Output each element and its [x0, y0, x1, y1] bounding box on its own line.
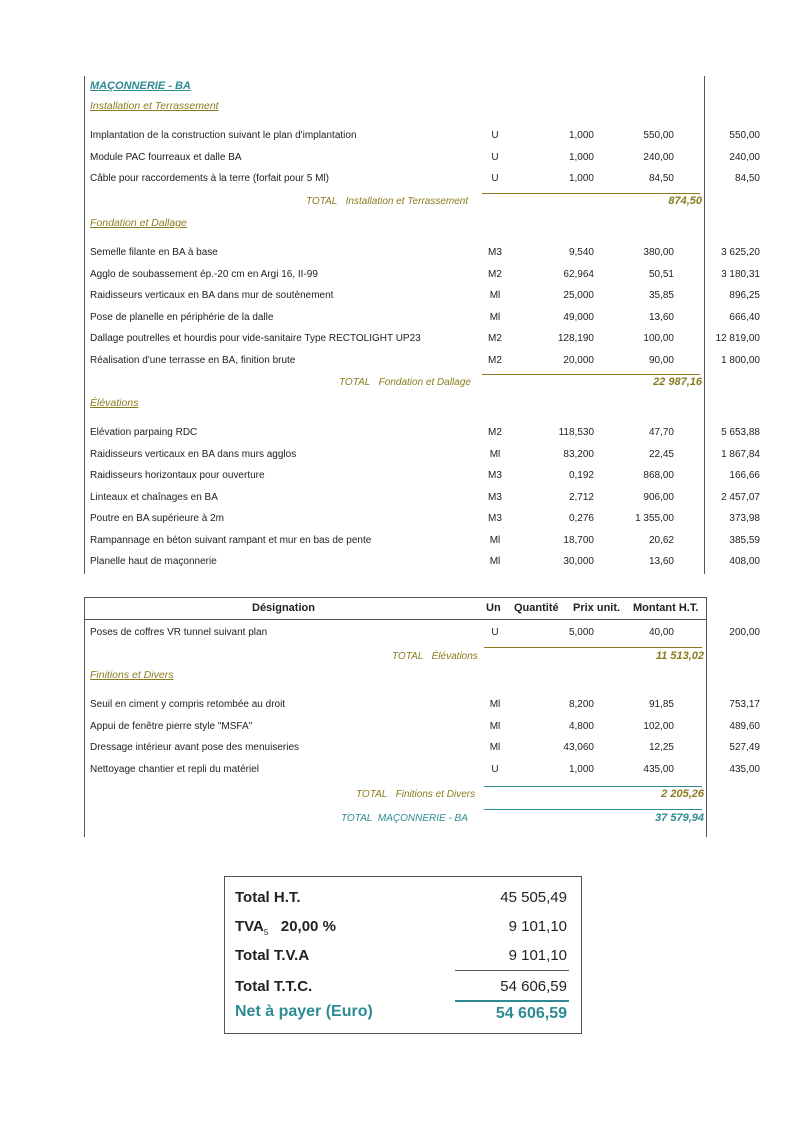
line-item-quantity: 30,000: [563, 556, 594, 567]
line-item-unit-price: 380,00: [643, 247, 674, 258]
line-item-amount: 753,17: [729, 699, 760, 710]
line-item-unit: M2: [488, 333, 502, 344]
line-item-unit: Ml: [489, 534, 501, 546]
line-item-amount: 373,98: [729, 513, 760, 524]
line-item-unit: Ml: [489, 699, 501, 710]
line-item-amount: 2 457,07: [721, 491, 760, 503]
line-item-row: [84, 716, 760, 737]
totals-summary-box: [224, 876, 582, 1034]
line-item-quantity: 1,000: [568, 173, 594, 184]
line-item-label: Planelle haut de maçonnerie: [90, 556, 217, 567]
line-item-unit-price: 22,45: [648, 448, 674, 460]
section-total-amount: 2 205,26: [661, 788, 704, 800]
line-item-unit: Ml: [489, 290, 501, 301]
line-item-unit: M2: [488, 268, 502, 280]
line-item-quantity: 4,800: [568, 720, 594, 732]
line-item-row: [84, 350, 760, 371]
line-item-unit: U: [491, 763, 499, 775]
section-title-installation: Installation et Terrassement: [90, 100, 219, 112]
line-item-label: Linteaux et chaînages en BA: [90, 491, 218, 503]
tva-subscript: 5: [263, 928, 269, 937]
column-header-unit-price: Prix unit.: [573, 602, 621, 614]
section-total-amount: 11 513,02: [655, 650, 704, 662]
section-total-amount: 874,50: [668, 195, 702, 207]
chapter-title: MAÇONNERIE - BA: [90, 80, 191, 92]
line-item-unit: U: [491, 173, 499, 184]
line-item-unit: Ml: [489, 448, 501, 460]
line-item-quantity: 2,712: [568, 491, 594, 503]
line-item-amount: 527,49: [729, 742, 760, 753]
line-item-unit-price: 13,60: [648, 311, 674, 323]
line-item-amount: 550,00: [729, 130, 760, 141]
section-total-label: TOTAL Élévations: [392, 651, 478, 662]
line-item-row: [84, 125, 760, 146]
section-total-amount: 22 987,16: [653, 376, 702, 388]
line-item-unit: M3: [488, 513, 502, 524]
line-item-unit-price: 868,00: [643, 470, 674, 481]
line-item-unit: M2: [488, 427, 502, 438]
line-item-label: Poutre en BA supérieure à 2m: [90, 513, 224, 524]
line-item-row: [84, 285, 760, 306]
line-item-amount: 1 867,84: [721, 448, 760, 460]
line-item-label: Raidisseurs horizontaux pour ouverture: [90, 470, 265, 481]
line-item-unit: U: [491, 130, 499, 141]
line-item-amount: 3 625,20: [721, 247, 760, 258]
section-title-finitions: Finitions et Divers: [90, 669, 174, 681]
line-item-unit-price: 435,00: [643, 763, 674, 775]
line-item-amount: 435,00: [729, 763, 760, 775]
line-item-unit-price: 240,00: [643, 151, 674, 163]
line-item-amount: 240,00: [729, 151, 760, 163]
net-to-pay-value: 54 606,59: [495, 1005, 567, 1022]
line-item-quantity: 49,000: [563, 311, 594, 323]
grand-total-label: TOTAL MAÇONNERIE - BA: [341, 813, 468, 824]
line-item-unit: M2: [488, 354, 502, 366]
line-item-quantity: 5,000: [568, 627, 594, 638]
line-item-label: Agglo de soubassement ép.-20 cm en Argi 16, II-99: [90, 268, 318, 280]
line-item-amount: 84,50: [734, 173, 760, 184]
line-item-row: [84, 328, 760, 349]
estimate-sheet-2: [84, 597, 760, 837]
line-item-row: [84, 487, 760, 508]
line-item-amount: 896,25: [729, 290, 760, 301]
line-item-amount: 489,60: [729, 720, 760, 732]
section-total-label: TOTAL Fondation et Dallage: [339, 377, 471, 388]
line-item-amount: 408,00: [729, 556, 760, 567]
total-ht-value: 45 505,49: [500, 889, 567, 906]
section-title-elevations: Élévations: [90, 397, 139, 409]
line-item-unit: Ml: [489, 742, 501, 753]
line-item-row: [84, 242, 760, 263]
line-item-label: Elévation parpaing RDC: [90, 427, 198, 438]
line-item-quantity: 0,192: [568, 470, 594, 481]
line-item-amount: 385,59: [729, 534, 760, 546]
line-item-unit-price: 100,00: [643, 333, 674, 344]
total-ttc-value: 54 606,59: [500, 978, 567, 995]
line-item-label: Dressage intérieur avant pose des menuiseries: [90, 742, 299, 753]
line-item-row: [84, 759, 760, 780]
section-title-fondation: Fondation et Dallage: [90, 217, 187, 229]
line-item-row: [84, 147, 760, 168]
section-total-label: TOTAL Finitions et Divers: [356, 789, 476, 800]
line-item-label: Semelle filante en BA à base: [90, 247, 218, 258]
line-item-unit: M3: [488, 247, 502, 258]
line-item-label: Poses de coffres VR tunnel suivant plan: [90, 627, 268, 638]
summary-separator: [455, 970, 569, 971]
line-item-row: [84, 168, 760, 189]
total-separator: [482, 374, 700, 375]
total-separator: [482, 193, 700, 194]
line-item-row: [84, 307, 760, 328]
line-item-quantity: 118,530: [558, 427, 594, 438]
line-item-label: Implantation de la construction suivant le plan d'implantation: [90, 130, 357, 141]
header-bottom-border: [84, 619, 707, 620]
total-tva-label: Total T.V.A: [235, 947, 310, 964]
estimate-sheet-1: [84, 76, 760, 574]
column-header-unit: Un: [486, 602, 501, 614]
tva-value: 9 101,10: [508, 918, 567, 935]
line-item-unit: Ml: [489, 720, 501, 732]
line-item-row: [84, 264, 760, 285]
total-separator: [484, 647, 702, 648]
line-item-unit: U: [491, 151, 499, 163]
line-item-row: [84, 530, 760, 551]
line-item-label: Câble pour raccordements à la terre (forfait pour 5 Ml): [90, 173, 329, 184]
line-item-row: [84, 508, 760, 529]
column-header-quantity: Quantité: [514, 602, 559, 614]
net-to-pay-label: Net à payer (Euro): [235, 1003, 373, 1020]
line-item-unit-price: 20,62: [648, 534, 674, 546]
total-ht-label: Total H.T.: [235, 889, 301, 906]
line-item-label: Dallage poutrelles et hourdis pour vide-sanitaire Type RECTOLIGHT UP23: [90, 333, 421, 344]
line-item-label: Module PAC fourreaux et dalle BA: [90, 151, 242, 163]
net-separator: [455, 1000, 569, 1002]
line-item-unit: U: [491, 627, 499, 638]
line-item-quantity: 20,000: [563, 354, 594, 366]
column-header-amount: Montant H.T.: [633, 602, 699, 614]
line-item-label: Pose de planelle en périphérie de la dalle: [90, 311, 274, 323]
total-ttc-label: Total T.T.C.: [235, 978, 313, 995]
line-item-row: [84, 551, 760, 572]
column-header-designation: Désignation: [252, 602, 315, 614]
line-item-quantity: 1,000: [568, 151, 594, 163]
line-item-quantity: 128,190: [557, 333, 594, 344]
line-item-unit: M3: [488, 491, 502, 503]
line-item-label: Appui de fenêtre pierre style "MSFA": [90, 720, 253, 732]
line-item-quantity: 18,700: [563, 534, 594, 546]
line-item-row: [84, 622, 760, 643]
line-item-label: Seuil en ciment y compris retombée au droit: [90, 699, 286, 710]
total-separator: [484, 809, 702, 810]
line-item-label: Réalisation d'une terrasse en BA, finition brute: [90, 354, 296, 366]
line-item-label: Raidisseurs verticaux en BA dans murs agglos: [90, 448, 297, 460]
line-item-unit: Ml: [489, 556, 501, 567]
line-item-unit-price: 102,00: [643, 720, 674, 732]
line-item-amount: 200,00: [729, 627, 760, 638]
line-item-row: [84, 465, 760, 486]
line-item-unit-price: 90,00: [648, 354, 674, 366]
line-item-quantity: 25,000: [563, 290, 594, 301]
line-item-unit-price: 35,85: [648, 290, 674, 301]
line-item-label: Raidisseurs verticaux en BA dans mur de soutènement: [90, 290, 334, 301]
section-total-label: TOTAL Installation et Terrassement: [306, 196, 469, 207]
line-item-unit-price: 50,51: [648, 268, 674, 280]
tva-label: $TVA_5$ 20,00 %: [235, 918, 336, 937]
line-item-unit-price: 1 355,00: [635, 513, 674, 524]
line-item-amount: 5 653,88: [721, 427, 760, 438]
line-item-amount: 666,40: [729, 311, 760, 323]
line-item-row: [84, 737, 760, 758]
total-separator: [484, 786, 702, 787]
line-item-amount: 1 800,00: [721, 354, 760, 366]
line-item-unit: Ml: [489, 311, 501, 323]
line-item-amount: 12 819,00: [715, 333, 760, 344]
line-item-unit-price: 550,00: [643, 130, 674, 141]
grand-total-amount: 37 579,94: [655, 812, 704, 824]
line-item-row: [84, 694, 760, 715]
line-item-amount: 3 180,31: [721, 268, 760, 280]
line-item-unit: M3: [488, 470, 502, 481]
line-item-row: [84, 444, 760, 465]
line-item-unit-price: 906,00: [643, 491, 674, 503]
line-item-quantity: 8,200: [568, 699, 594, 710]
line-item-quantity: 43,060: [563, 742, 594, 753]
line-item-quantity: 0,276: [568, 513, 594, 524]
line-item-unit-price: 40,00: [648, 627, 674, 638]
line-item-quantity: 9,540: [568, 247, 594, 258]
line-item-quantity: 1,000: [568, 130, 594, 141]
line-item-label: Nettoyage chantier et repli du matériel: [90, 763, 259, 775]
line-item-quantity: 1,000: [568, 763, 594, 775]
line-item-quantity: 62,964: [563, 268, 594, 280]
line-item-unit-price: 13,60: [648, 556, 674, 567]
header-top-border: [84, 597, 707, 598]
line-item-unit-price: 84,50: [648, 173, 674, 184]
line-item-unit-price: 47,70: [648, 427, 674, 438]
line-item-amount: 166,66: [729, 470, 760, 481]
line-item-unit-price: 12,25: [648, 742, 674, 753]
line-item-label: Rampannage en béton suivant rampant et mur en bas de pente: [90, 534, 372, 546]
total-tva-value: 9 101,10: [508, 947, 567, 964]
line-item-quantity: 83,200: [563, 448, 594, 460]
line-item-row: [84, 422, 760, 443]
line-item-unit-price: 91,85: [648, 699, 674, 710]
